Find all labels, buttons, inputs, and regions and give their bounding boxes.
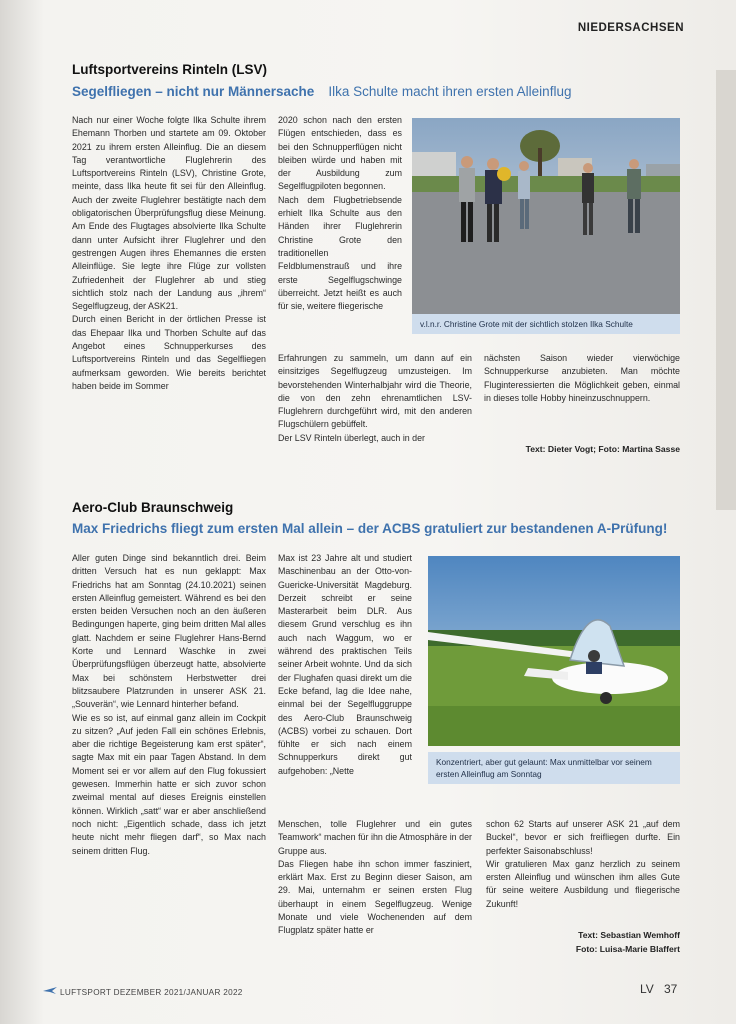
article1-col2-paragraph-4: Der LSV Rinteln überlegt, auch in der (278, 432, 426, 443)
article1-col2-paragraph: 2020 schon nach den ersten Flügen entschieden, dass es bei den Schnupperflügen nicht bleiben würde und haben mit der Ausbildung zum Segelflugpiloten begonnen. (278, 115, 402, 192)
article1-column-2-lower (278, 352, 472, 445)
footer-page-number: 37 (664, 982, 678, 996)
next-page-edge (716, 70, 736, 510)
footer-magazine: LUFTSPORT DEZEMBER 2021/JANUAR 2022 (60, 988, 243, 997)
article1-credit: Text: Dieter Vogt; Foto: Martina Sasse (525, 444, 680, 454)
article2-col2-paragraph-2: Menschen, tolle Fluglehrer und ein gutes Teamwork“ machen für ihn die Atmosphäre in der Gruppe aus. (278, 819, 472, 856)
article1-col2-paragraph-3: Erfahrungen zu sammeln, um dann auf ein einsitziges Segelflugzeug umzusteigen. Im bevorstehenden Winterhalbjahr wird die Theorie, die von den zehn ehrenamtlichen LSV-Fluglehrern durchgeführt wird, mit den anderen Flugschülern gebüffelt. (278, 353, 472, 430)
article2-credit-photo: Foto: Luisa-Marie Blaffert (575, 944, 680, 954)
article1-col1-paragraph-2: Durch einen Bericht in der örtlichen Presse ist das Ehepaar Ilka und Thorben Schulte auf das Angebot eines Schnupperkurses des Luftsportvereins Rinteln und das Segelfliegen aufmerksam geworden. Wie bereits berichtet haben beide im Sommer (72, 314, 266, 391)
photo-people-airfield (412, 118, 680, 314)
article2-column-2 (278, 552, 412, 778)
article2-col2-paragraph-3: Das Fliegen habe ihn schon immer fasziniert, erklärt Max. Erst zu Beginn dieser Saison, am 29. Mai, unternahm er seinen ersten Flug überhaupt in einem Segelflugzeug. Wenige Monate und viele Wochenenden auf dem Flugplatz später hatte er (278, 858, 472, 936)
article2-col3-paragraph-2: Wir gratulieren Max ganz herzlich zu seinem ersten Alleinflug und wünschen ihm alles Gute für seine weitere Ausbildung und fliegerische Zukunft! (486, 858, 680, 909)
article1-title-main: Segelfliegen – nicht nur Männersache (72, 84, 315, 99)
article1-col3-paragraph: nächsten Saison wieder vierwöchige Schnupperkurse anzubieten. Man möchte Fluginteressierten die Möglichkeit geben, einmal in dieses tolle Hobby hineinzuschnuppern. (484, 353, 680, 403)
article2-col3-paragraph: schon 62 Starts auf unserer ASK 21 „auf dem Buckel“, bevor er sich freifliegen durfte. Ein perfekter Saisonabschluss! (486, 819, 680, 856)
article1-club: Luftsportvereins Rinteln (LSV) (72, 62, 268, 77)
article1-title-subline: Ilka Schulte macht ihren ersten Alleinflug (328, 84, 572, 99)
article1-column-1 (72, 114, 266, 393)
article2-col1-paragraph-2: Wie es so ist, auf einmal ganz allein im Cockpit zu sitzen? „Auf jeden Fall ein schönes Erlebnis, aber die richtige Begeisterung kam erst später“, sagte Max mit ein paar Tagen Abstand. In dem Moment sei er vor allem auf den Flug fokussiert gewesen. Immerhin hatte er sich zuvor schon zweimal mental auf dieses Ereignis einstellen können. Wirklich „satt“ war er aber anschließend noch nicht: „Eigentlich schade, dass ich jetzt heute nicht mehr fliegen darf“, so Max nach seinem dritten Flug. (72, 712, 266, 856)
article2-title: Max Friedrichs fliegt zum ersten Mal allein – der ACBS gratuliert zur bestandenen A-Prüfung! (72, 521, 668, 536)
article1-column-2 (278, 114, 402, 313)
article2-column-1 (72, 552, 266, 858)
article2-column-2-lower (278, 818, 472, 938)
article2-photo-caption: Konzentriert, aber gut gelaunt: Max unmittelbar vor seinem ersten Alleinflug am Sonntag (428, 752, 680, 784)
photo-ilka-schulte (412, 118, 680, 314)
photo-max-glider (428, 556, 680, 746)
plane-logo-icon (42, 985, 58, 995)
article1-photo-caption: v.l.n.r. Christine Grote mit der sichtlich stolzen Ilka Schulte (412, 314, 680, 334)
footer-section: LV (640, 982, 654, 996)
article2-club: Aero-Club Braunschweig (72, 500, 234, 515)
article2-credit-text: Text: Sebastian Wemhoff (578, 930, 680, 940)
article1-column-3 (484, 352, 680, 405)
article2-col2-paragraph: Max ist 23 Jahre alt und studiert Maschinenbau an der Otto-von-Guericke-Universität Magdeburg. Derzeit schreibt er seine Masterarbeit beim DLR. Aus diesem Grund verschlug es ihn auch nach Waggum, wo er während des praktischen Teils seiner Arbeit wohnte. Und da sich der Flughafen quasi direkt um die Ecke befand, lag die Idee nahe, einmal bei der Segelfluggruppe des Aero-Club Braunschweig (ACBS) vorbei zu schauen. Dort fühlte er sich nach einem Schnupperkurs direkt gut aufgehoben: „Nette (278, 553, 412, 776)
article1-col2-paragraph-2: Nach dem Flugbetriebsende erhielt Ilka Schulte aus den Händen ihrer Fluglehrerin Christine Grote den traditionellen Feldblumenstrauß und ihre erste Segelflugschwinge überreicht. Jetzt heißt es auch für sie, weitere fliegerische (278, 194, 402, 312)
article2-column-3 (486, 818, 680, 911)
article2-col1-paragraph: Aller guten Dinge sind bekanntlich drei. Beim dritten Versuch hat es nun geklappt: Max Friedrichs hat am Sonntag (24.10.2021) seinen ersten Alleinflug gemeistert. Während es bei den ersten beiden Versuchen noch an den äußeren Bedingungen haperte, ging beim dritten Mal alles glatt. Nachdem er seine Fluglehrer Hans-Bernd Korte und Lennard Waschke in zwei Überprüfungsflügen überzeugt hatte, absolvierte Max bei schönstem Herbstwetter drei blitzsaubere Platzrunden in unserer ASK 21. „Souverän“, wie Lennard hinterher befand. (72, 553, 266, 710)
article1-title (72, 84, 571, 99)
region-label: NIEDERSACHSEN (577, 22, 684, 34)
photo-glider-cockpit (428, 556, 680, 746)
article1-col1-paragraph: Nach nur einer Woche folgte Ilka Schulte ihrem Ehemann Thorben und startete am 09. Oktober 2021 zu ihrem ersten Alleinflug. Die an diesem Tag verantwortliche Fluglehrerin des Luftsportvereins Rinteln (LSV), Christine Grote, meinte, dass Ilka heute fit sei für den Alleinflug. Auch der zweite Fluglehrer bestätigte nach dem obligatorischen Überprüfungsflug diese Meinung. Am Ende des Flugtages absolvierte Ilka Schulte dann unter Aufsicht ihrer Fluglehrer und den gestrengen Augen ihres Ehemannes die ersten Alleinflüge. Sie legte ihre Flüge zur vollsten Zufriedenheit der Fluglehrer ab und stieg sichtlich stolz nach der Landung aus „ihrem“ Segelflugzeug, der ASK21. (72, 115, 266, 312)
